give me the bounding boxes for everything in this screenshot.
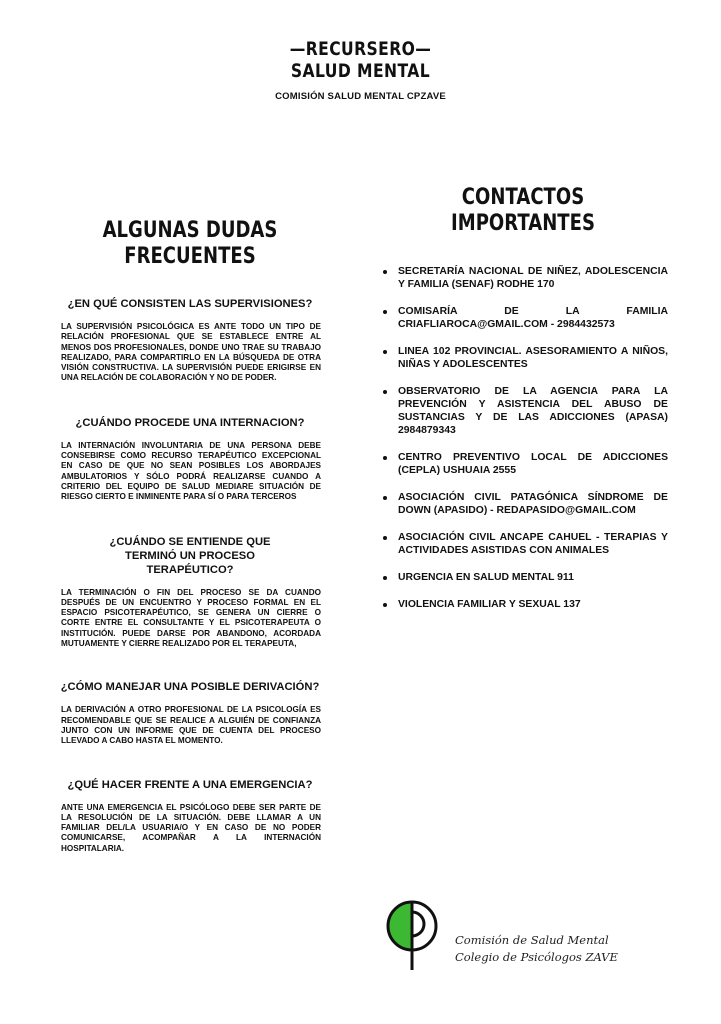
- title-dash-right: —: [415, 38, 432, 60]
- logo-caption: [455, 932, 618, 966]
- contact-item: [378, 385, 668, 437]
- faq-answer: LA TERMINACIÓN O FIN DEL PROCESO SE DA CUANDO DESPUÉS DE UN ENCUENTRO Y PROCESO FORMAL EN EL ESPACIO PSICOTERAPÉUTICO, SE GENERA UN CIERRE O CORTE ENTRE EL CONSULTANTE Y EL PSICOTERAPEUTA O INSTITUCIÓN. PUEDE DARSE POR ABANDONO, ACORDADA MUTUAMENTE Y CIERRE REALIZADO POR EL TERAPEUTA,: [61, 587, 321, 649]
- contact-text: ASOCIACIÓN CIVIL PATAGÓNICA SÍNDROME DE DOWN (APASIDO) - REDAPASIDO@GMAIL.COM: [398, 492, 668, 516]
- contacts-heading-line-2: IMPORTANTES: [451, 211, 595, 236]
- contacts-heading: [404, 185, 642, 237]
- faq-column: [55, 218, 325, 854]
- contact-text: VIOLENCIA FAMILIAR Y SEXUAL 137: [398, 599, 581, 610]
- title-text-recursero: RECURSERO: [305, 38, 416, 60]
- faq-question: ¿CÓMO MANEJAR UNA POSIBLE DERIVACIÓN?: [60, 681, 320, 694]
- faq-heading-line-1: ALGUNAS DUDAS: [102, 218, 278, 243]
- contact-item: [378, 571, 668, 584]
- faq-item: [55, 416, 325, 503]
- bullet-icon: [383, 603, 387, 607]
- faq-item: [55, 778, 325, 854]
- faq-item: [55, 535, 325, 650]
- logo-p-bowl: [412, 912, 424, 936]
- bullet-icon: [383, 536, 387, 540]
- contact-text: COMISARÍA DE LA FAMILIA CRIAFLIAROCA@GMAIL.COM - 2984432573: [398, 306, 668, 330]
- faq-heading-line-2: FRECUENTES: [124, 244, 256, 269]
- bullet-icon: [383, 310, 387, 314]
- bullet-icon: [383, 496, 387, 500]
- faq-question: ¿QUÉ HACER FRENTE A UNA EMERGENCIA?: [67, 778, 313, 791]
- page-title-line-2: SALUD MENTAL: [290, 60, 431, 82]
- faq-heading: [79, 218, 300, 270]
- page-title-line-1: [65, 38, 656, 60]
- contacts-column: [378, 185, 668, 625]
- logo-green-half: [388, 902, 412, 950]
- contacts-list: [378, 265, 668, 611]
- faq-answer: LA DERIVACIÓN A OTRO PROFESIONAL DE LA PSICOLOGÍA ES RECOMENDABLE QUE SE REALICE A ALGUIÉN DE CONFIANZA JUNTO CON UN INFORME QUE DE CUENTA DEL PROCESO LLEVADO A CABO HASTA EL MOMENTO.: [61, 705, 321, 746]
- contact-item: [378, 451, 668, 477]
- logo-caption-line-2: Colegio de Psicólogos ZAVE: [455, 950, 618, 964]
- page-subtitle: COMISIÓN SALUD MENTAL CPZAVE: [275, 91, 446, 102]
- contact-item: [378, 265, 668, 291]
- faq-answer: ANTE UNA EMERGENCIA EL PSICÓLOGO DEBE SER PARTE DE LA RESOLUCIÓN DE LA SITUACIÓN. DEBE LLAMAR A UN FAMILIAR DEL/LA USUARIA/O Y EN CASO DE NO PODER COMUNICARSE, ACOMPAÑAR A LA INTERNACIÓN HOSPITALARIA.: [61, 802, 321, 853]
- contact-text: LINEA 102 PROVINCIAL. ASESORAMIENTO A NIÑOS, NIÑAS Y ADOLESCENTES: [398, 346, 668, 370]
- cpzave-logo-icon: [382, 898, 442, 973]
- contact-text: SECRETARÍA NACIONAL DE NIÑEZ, ADOLESCENCIA Y FAMILIA (SENAF) RODHE 170: [398, 266, 668, 290]
- bullet-icon: [383, 456, 387, 460]
- contact-text: OBSERVATORIO DE LA AGENCIA PARA LA PREVENCIÓN Y ASISTENCIA DEL ABUSO DE SUSTANCIAS Y DE LAS ADICCIONES (APASA) 2984879343: [398, 386, 668, 436]
- contact-item: [378, 598, 668, 611]
- bullet-icon: [383, 390, 387, 394]
- logo-caption-line-1: Comisión de Salud Mental: [455, 933, 609, 947]
- faq-question: ¿CUÁNDO SE ENTIENDE QUE TERMINÓ UN PROCESO TERAPÉUTICO?: [109, 535, 271, 576]
- contact-text: CENTRO PREVENTIVO LOCAL DE ADICCIONES (CEPLA) USHUAIA 2555: [398, 452, 668, 476]
- header: [0, 38, 721, 102]
- faq-question: ¿CUÁNDO PROCEDE UNA INTERNACION?: [75, 416, 305, 429]
- contacts-heading-line-1: CONTACTOS: [461, 185, 585, 210]
- contact-item: [378, 491, 668, 517]
- faq-answer: LA SUPERVISIÓN PSICOLÓGICA ES ANTE TODO UN TIPO DE RELACIÓN PROFESIONAL QUE SE ESTABLECE ENTRE AL MENOS DOS PROFESIONALES, DONDE UNO TRAE SU TRABAJO REALIZADO, PARA COMPARTIRLO EN LA BÚSQUEDA DE OTRA VISIÓN CONSTRUCTIVA. LA SUPERVISIÓN PUEDE ERIGIRSE EN UNA RELACIÓN DE COLABORACIÓN Y NO DE PODER.: [61, 322, 321, 383]
- contact-text: URGENCIA EN SALUD MENTAL 911: [398, 572, 574, 583]
- contact-item: [378, 531, 668, 557]
- contact-item: [378, 305, 668, 331]
- bullet-icon: [383, 270, 387, 274]
- contact-text: ASOCIACIÓN CIVIL ANCAPE CAHUEL - TERAPIAS Y ACTIVIDADES ASISTIDAS CON ANIMALES: [398, 532, 668, 556]
- bullet-icon: [383, 350, 387, 354]
- contact-item: [378, 345, 668, 371]
- bullet-icon: [383, 576, 387, 580]
- faq-item: [55, 297, 325, 384]
- title-dash-left: —: [289, 38, 306, 60]
- faq-question: ¿EN QUÉ CONSISTEN LAS SUPERVISIONES?: [67, 298, 313, 310]
- faq-item: [55, 680, 325, 746]
- faq-answer: LA INTERNACIÓN INVOLUNTARIA DE UNA PERSONA DEBE CONSEBIRSE COMO RECURSO TERAPÉUTICO EXCEPCIONAL EN CASO DE QUE NO SEAN POSIBLES LOS ABORDAJES AMBULATORIOS Y SÓLO PODRÁ REALIZARSE CUANDO A CRITERIO DEL EQUIPO DE SALUD MEDIARE SITUACIÓN DE RIESGO CIERTO E INMINENTE PARA SÍ O PARA TERCEROS: [61, 440, 321, 502]
